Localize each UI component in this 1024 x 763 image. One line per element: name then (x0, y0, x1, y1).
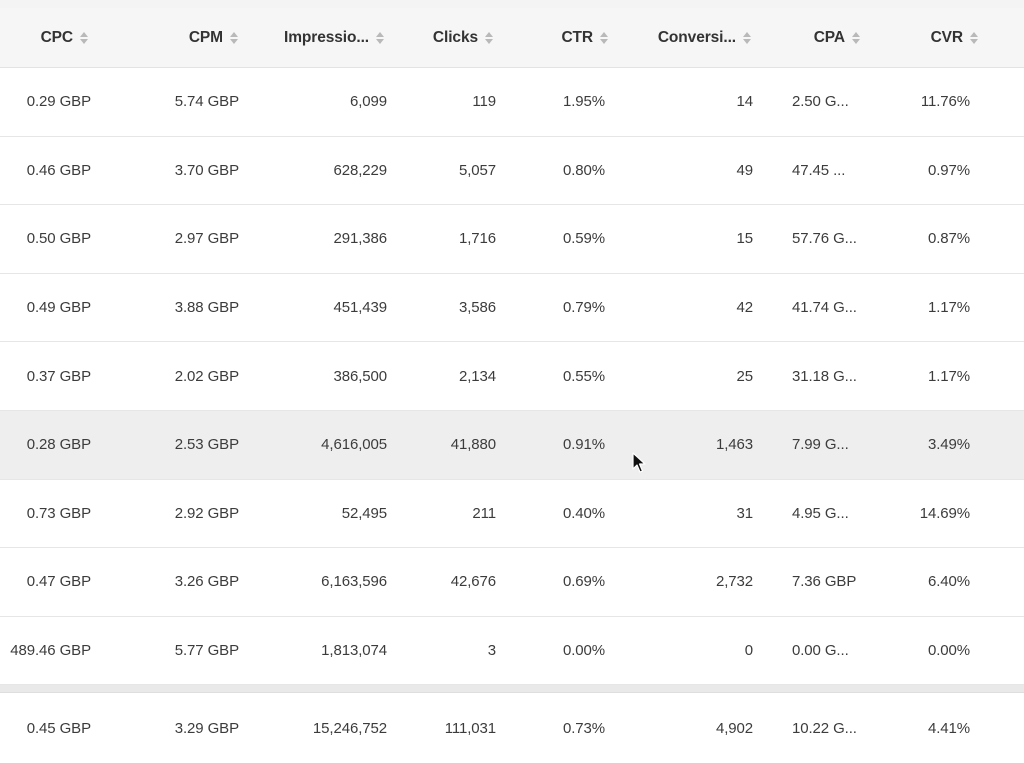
cell-impressions: 451,439 (333, 299, 387, 317)
cell-cpm: 2.02 GBP (174, 367, 239, 385)
cell-cpm: 2.97 GBP (174, 230, 239, 248)
total-cpa: 10.22 G... (792, 719, 857, 737)
total-cpm: 3.29 GBP (174, 719, 239, 737)
cell-impressions: 1,813,074 (321, 642, 387, 660)
cell-cpm: 3.88 GBP (174, 299, 239, 317)
cell-conversions: 0 (744, 642, 753, 660)
total-clicks: 111,031 (444, 719, 496, 737)
cell-clicks: 3 (487, 642, 496, 660)
column-header-label: CVR (930, 28, 963, 46)
cell-clicks: 211 (472, 504, 496, 522)
cell-cpa: 2.50 G... (792, 93, 849, 111)
cell-ctr: 0.40% (562, 504, 605, 522)
cell-ctr: 0.00% (562, 642, 605, 660)
column-header-label: Clicks (432, 28, 478, 46)
sort-arrows-icon[interactable] (970, 32, 978, 44)
cell-cpm: 2.92 GBP (174, 504, 239, 522)
table-header (0, 8, 1024, 68)
cell-cpc: 0.37 GBP (26, 367, 91, 385)
cell-clicks: 41,880 (450, 436, 496, 454)
cell-cpa: 47.45 ... (792, 161, 846, 179)
cell-cpc: 0.29 GBP (26, 93, 91, 111)
sort-arrows-icon[interactable] (230, 32, 238, 44)
cell-cvr: 1.17% (927, 367, 970, 385)
column-header-ctr[interactable] (505, 8, 608, 67)
cell-cvr: 14.69% (919, 504, 970, 522)
column-header-cpa[interactable] (770, 8, 860, 67)
cell-cpa: 57.76 G... (792, 230, 857, 248)
sort-arrows-icon[interactable] (600, 32, 608, 44)
table-row[interactable] (0, 342, 1024, 411)
sort-arrows-icon[interactable] (376, 32, 384, 44)
top-strip (0, 0, 1024, 8)
cell-cvr: 1.17% (927, 299, 970, 317)
cell-cvr: 11.76% (920, 93, 970, 111)
table-body (0, 68, 1024, 685)
cell-cpm: 3.26 GBP (174, 573, 239, 591)
cell-cpc: 0.49 GBP (26, 299, 91, 317)
mouse-pointer-icon (632, 452, 646, 474)
total-conversions: 4,902 (715, 719, 753, 737)
column-header-cvr[interactable] (880, 8, 978, 67)
cell-cpa: 4.95 G... (792, 504, 849, 522)
column-header-label: CTR (561, 28, 593, 46)
column-header-label: CPC (40, 28, 73, 46)
cell-impressions: 52,495 (341, 504, 387, 522)
cell-conversions: 1,463 (715, 436, 753, 454)
cell-impressions: 386,500 (333, 367, 387, 385)
column-header-label: CPM (188, 28, 223, 46)
table-row[interactable] (0, 137, 1024, 206)
cell-cpm: 3.70 GBP (174, 161, 239, 179)
sort-arrows-icon[interactable] (743, 32, 751, 44)
cell-clicks: 2,134 (458, 367, 496, 385)
cell-impressions: 6,163,596 (321, 573, 387, 591)
cell-conversions: 31 (736, 504, 753, 522)
cell-cpa: 7.99 G... (792, 436, 849, 454)
cell-clicks: 5,057 (458, 161, 496, 179)
cell-cvr: 6.40% (927, 573, 970, 591)
column-header-label: Impressio... (284, 28, 369, 46)
total-cvr: 4.41% (927, 719, 970, 737)
cell-cpa: 41.74 G... (792, 299, 857, 317)
column-header-cpm[interactable] (100, 8, 238, 67)
metrics-table (0, 8, 1024, 763)
cell-cpc: 0.28 GBP (26, 436, 91, 454)
column-header-label: CPA (813, 28, 845, 46)
column-header-cpc[interactable] (0, 8, 88, 67)
cell-impressions: 4,616,005 (321, 436, 387, 454)
cell-cpc: 0.47 GBP (26, 573, 91, 591)
total-impressions: 15,246,752 (312, 719, 387, 737)
table-row[interactable] (0, 617, 1024, 686)
cell-cpa: 0.00 G... (792, 642, 849, 660)
cell-cvr: 0.87% (927, 230, 970, 248)
table-row[interactable] (0, 68, 1024, 137)
cell-clicks: 42,676 (450, 573, 496, 591)
cell-clicks: 119 (472, 93, 496, 111)
total-ctr: 0.73% (562, 719, 605, 737)
sort-arrows-icon[interactable] (852, 32, 860, 44)
table-row[interactable] (0, 548, 1024, 617)
cell-impressions: 628,229 (333, 161, 387, 179)
sort-arrows-icon[interactable] (80, 32, 88, 44)
cell-cpm: 5.77 GBP (174, 642, 239, 660)
totals-row (0, 693, 1024, 763)
column-header-impressions[interactable] (250, 8, 384, 67)
cell-ctr: 0.91% (562, 436, 605, 454)
totals-separator (0, 685, 1024, 693)
cell-cpm: 2.53 GBP (174, 436, 239, 454)
cell-ctr: 0.55% (562, 367, 605, 385)
cell-conversions: 49 (736, 161, 753, 179)
column-header-clicks[interactable] (395, 8, 493, 67)
cell-ctr: 1.95% (562, 93, 605, 111)
cell-cvr: 0.97% (927, 161, 970, 179)
total-cpc: 0.45 GBP (26, 719, 91, 737)
sort-arrows-icon[interactable] (485, 32, 493, 44)
cell-conversions: 42 (736, 299, 753, 317)
cell-conversions: 25 (736, 367, 753, 385)
cell-conversions: 2,732 (715, 573, 753, 591)
column-header-label: Conversi... (657, 28, 736, 46)
cell-conversions: 14 (736, 93, 753, 111)
cell-ctr: 0.59% (562, 230, 605, 248)
cell-clicks: 1,716 (458, 230, 496, 248)
cell-cpa: 31.18 G... (792, 367, 857, 385)
cell-impressions: 291,386 (333, 230, 387, 248)
cell-cpa: 7.36 GBP (792, 573, 857, 591)
cell-clicks: 3,586 (458, 299, 496, 317)
table-row[interactable] (0, 480, 1024, 549)
table-row[interactable] (0, 205, 1024, 274)
table-row-hovered[interactable] (0, 411, 1024, 480)
cell-cpc: 489.46 GBP (10, 642, 91, 660)
cell-ctr: 0.79% (562, 299, 605, 317)
cell-cvr: 0.00% (927, 642, 970, 660)
cell-ctr: 0.80% (562, 161, 605, 179)
table-row[interactable] (0, 274, 1024, 343)
cell-cpc: 0.50 GBP (26, 230, 91, 248)
cell-cpm: 5.74 GBP (174, 93, 239, 111)
column-header-conversions[interactable] (620, 8, 751, 67)
cell-cpc: 0.73 GBP (26, 504, 91, 522)
cell-impressions: 6,099 (349, 93, 387, 111)
cell-conversions: 15 (736, 230, 753, 248)
cell-cpc: 0.46 GBP (26, 161, 91, 179)
cell-ctr: 0.69% (562, 573, 605, 591)
cell-cvr: 3.49% (927, 436, 970, 454)
